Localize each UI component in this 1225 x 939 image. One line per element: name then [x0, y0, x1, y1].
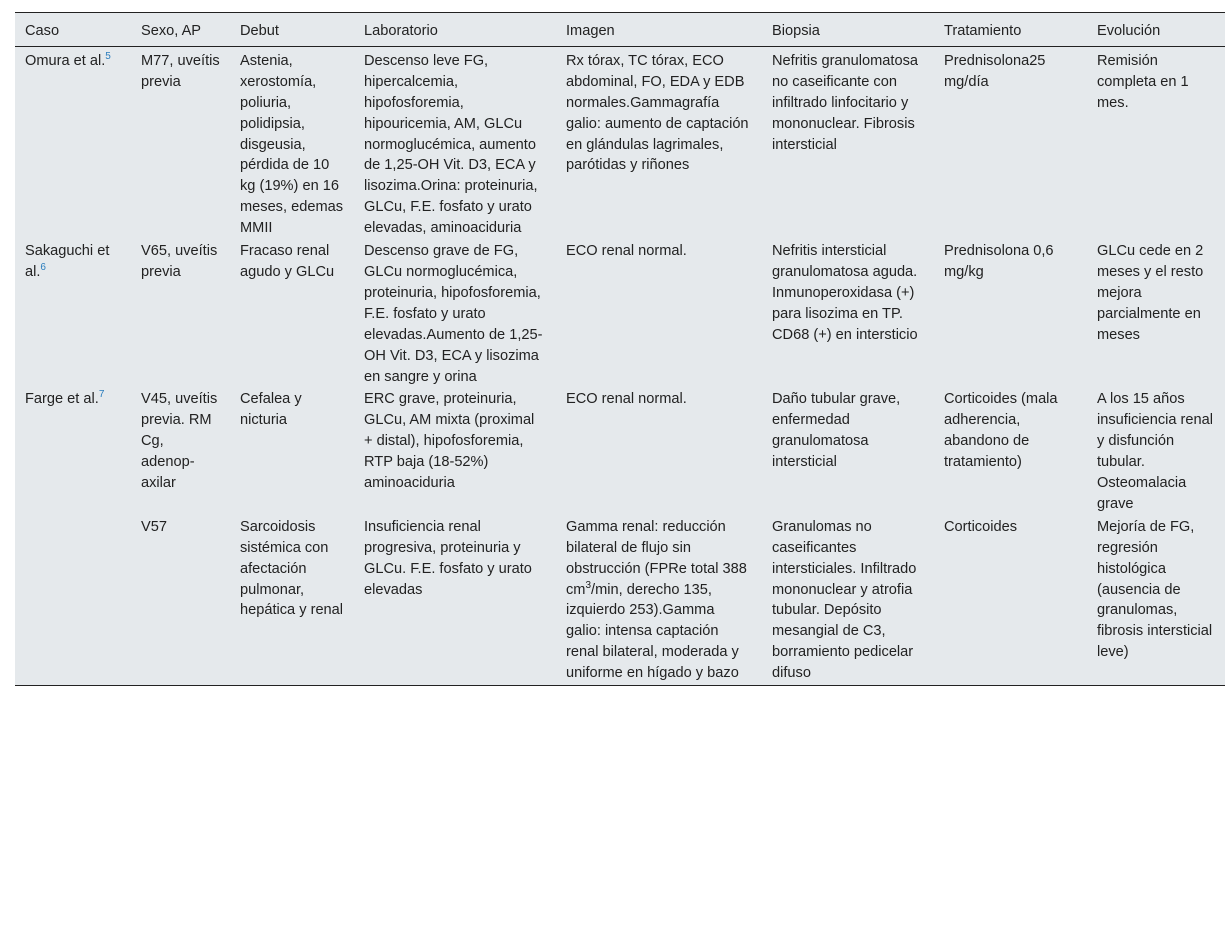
- cell-evolucion: A los 15 años insuficiencia renal y disfunción tubular. Osteomalacia grave: [1097, 391, 1214, 512]
- cell-evolucion: Mejoría de FG, regresión histológica (ausencia de granulomas, fibrosis intersticial leve): [1097, 518, 1213, 661]
- cell-caso: [15, 516, 131, 686]
- superscript-exponent: 3: [585, 579, 592, 591]
- header-debut: Debut: [240, 23, 279, 39]
- cell-evolucion: Remisión completa en 1 mes.: [1097, 52, 1189, 111]
- cell-sexo-ap: V57: [141, 518, 167, 535]
- cell-biopsia: Nefritis granulomatosa no caseificante con infiltrado linfocitario y mononuclear. Fibrosis intersticial: [772, 52, 919, 153]
- table-header: [15, 13, 1225, 47]
- cell-caso: [15, 240, 131, 388]
- cell-laboratorio: ERC grave, proteinuria, GLCu, AM mixta (proximal + distal), hipofosforemia, RTP baja (18-52%) aminoaciduria: [364, 391, 535, 492]
- cell-tratamiento: Corticoides (mala adherencia, abandono de tratamiento): [944, 391, 1058, 471]
- case-name: Omura et al.: [25, 52, 106, 69]
- cell-evolucion: GLCu cede en 2 meses y el resto mejora parcialmente en meses: [1097, 243, 1204, 343]
- cell-imagen: ECO renal normal.: [566, 243, 687, 260]
- cell-debut: Astenia, xerostomía, poliuria, polidipsia, disgeusia, pérdida de 10 kg (19%) en 16 meses, edemas MMII: [240, 52, 344, 237]
- reference-link[interactable]: 6: [40, 262, 46, 274]
- header-laboratorio: Laboratorio: [364, 23, 438, 39]
- cell-debut: Fracaso renal agudo y GLCu: [240, 243, 335, 280]
- clinical-cases-table: [15, 12, 1225, 686]
- header-evolucion: Evolución: [1097, 23, 1161, 39]
- table-body: [15, 46, 1225, 685]
- cell-tratamiento: Corticoides: [944, 518, 1017, 535]
- cell-tratamiento: Prednisolona25 mg/día: [944, 52, 1046, 90]
- reference-link[interactable]: 7: [98, 389, 105, 401]
- header-imagen: Imagen: [566, 23, 615, 39]
- imagen-text-part1: Gamma renal: reducción bilateral de flujo sin obstrucción (FPRe total 388 cm: [566, 518, 747, 598]
- clinical-cases-table-container: [15, 12, 1225, 686]
- table-row: [15, 388, 1225, 515]
- cell-imagen: ECO renal normal.: [566, 391, 687, 408]
- cell-biopsia: Nefritis intersticial granulomatosa aguda. Inmunoperoxidasa (+) para lisozima en TP. CD68 (+) en intersticio: [772, 243, 918, 343]
- header-sexo-ap: Sexo, AP: [141, 23, 202, 39]
- cell-biopsia: Daño tubular grave, enfermedad granulomatosa intersticial: [772, 391, 901, 471]
- cell-laboratorio: Descenso leve FG, hipercalcemia, hipofosforemia, hipouricemia, AM, GLCu normoglucémica, aumento de 1,25-OH Vit. D3, ECA y lisozima.Orina: proteinuria, GLCu, F.E. fosfato y urato elevadas, aminoaciduria: [364, 52, 538, 237]
- cell-caso: [15, 388, 131, 515]
- cell-imagen: [556, 516, 762, 686]
- imagen-text-part2: /min, derecho 135, izquierdo 253).Gamma galio: intensa captación renal bilateral, moderada y uniforme en hígado y bazo: [566, 581, 739, 682]
- reference-link[interactable]: 5: [105, 51, 111, 63]
- cell-laboratorio: Descenso grave de FG, GLCu normoglucémica, proteinuria, hipofosforemia, F.E. fosfato y urato elevadas.Aumento de 1,25-OH Vit. D3, ECA y lisozima en sangre y orina: [364, 243, 543, 385]
- cell-biopsia: Granulomas no caseificantes intersticiales. Infiltrado mononuclear y atrofia tubular. Depósito mesangial de C3, borramiento pedicelar difuso: [772, 518, 917, 682]
- cell-caso: [15, 46, 131, 240]
- cell-sexo-ap: V45, uveítis previa. RM Cg, adenop-axilar: [141, 391, 218, 492]
- case-name: Sakaguchi et al.: [25, 243, 110, 280]
- cell-sexo-ap: V65, uveítis previa: [141, 243, 218, 280]
- header-biopsia: Biopsia: [772, 23, 820, 39]
- header-caso: Caso: [25, 23, 60, 39]
- header-row: [15, 13, 1225, 47]
- table-row: [15, 240, 1225, 388]
- cell-debut: Cefalea y nicturia: [240, 391, 302, 429]
- table-row: [15, 516, 1225, 686]
- case-name: Farge et al.: [25, 391, 99, 408]
- cell-imagen: Rx tórax, TC tórax, ECO abdominal, FO, EDA y EDB normales.Gammagrafía galio: aumento de captación en glándulas lagrimales, parótidas y riñones: [566, 52, 749, 174]
- table-row: [15, 46, 1225, 240]
- cell-laboratorio: Insuficiencia renal progresiva, proteinuria y GLCu. F.E. fosfato y urato elevadas: [364, 518, 532, 598]
- header-tratamiento: Tratamiento: [944, 23, 1022, 39]
- cell-tratamiento: Prednisolona 0,6 mg/kg: [944, 243, 1054, 280]
- cell-debut: Sarcoidosis sistémica con afectación pulmonar, hepática y renal: [240, 518, 344, 619]
- cell-sexo-ap: M77, uveítis previa: [141, 52, 220, 90]
